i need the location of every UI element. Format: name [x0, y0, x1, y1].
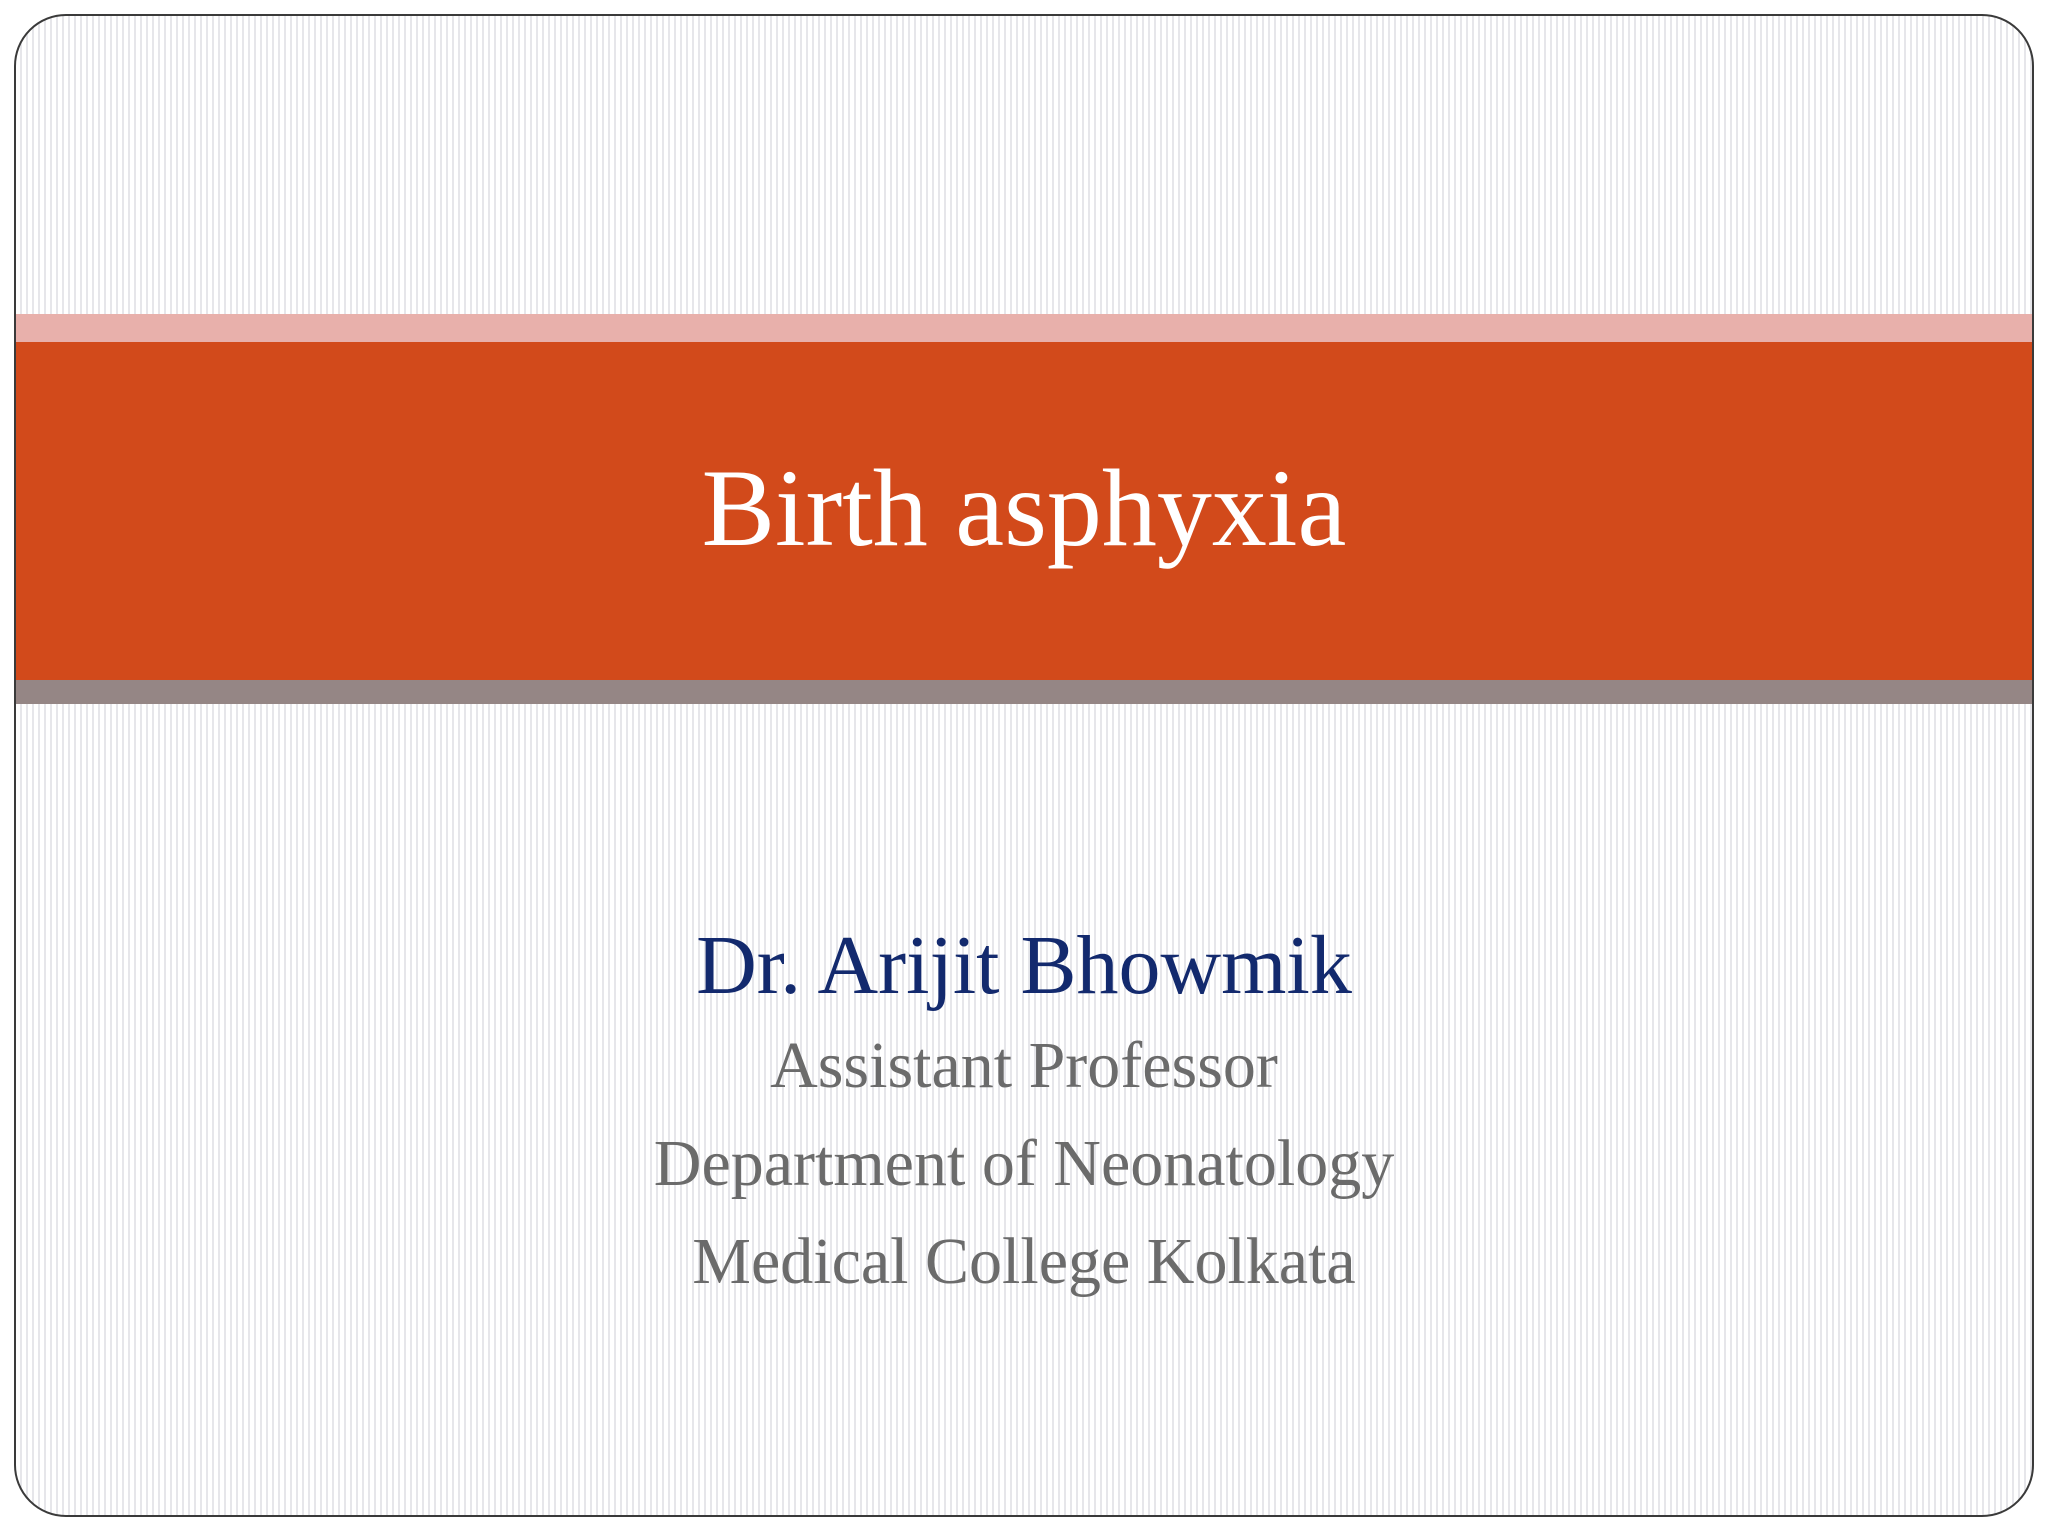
title-band-bottom-stripe [16, 680, 2032, 704]
author-position: Assistant Professor [770, 1028, 1278, 1102]
author-block [16, 916, 2032, 1311]
author-department: Department of Neonatology [653, 1126, 1395, 1200]
slide-title: Birth asphyxia [701, 447, 1347, 569]
author-institution: Medical College Kolkata [692, 1224, 1356, 1298]
author-name: Dr. Arijit Bhowmik [696, 919, 1352, 1012]
title-band [16, 342, 2032, 680]
slide [14, 14, 2034, 1517]
title-band-top-stripe [16, 314, 2032, 342]
